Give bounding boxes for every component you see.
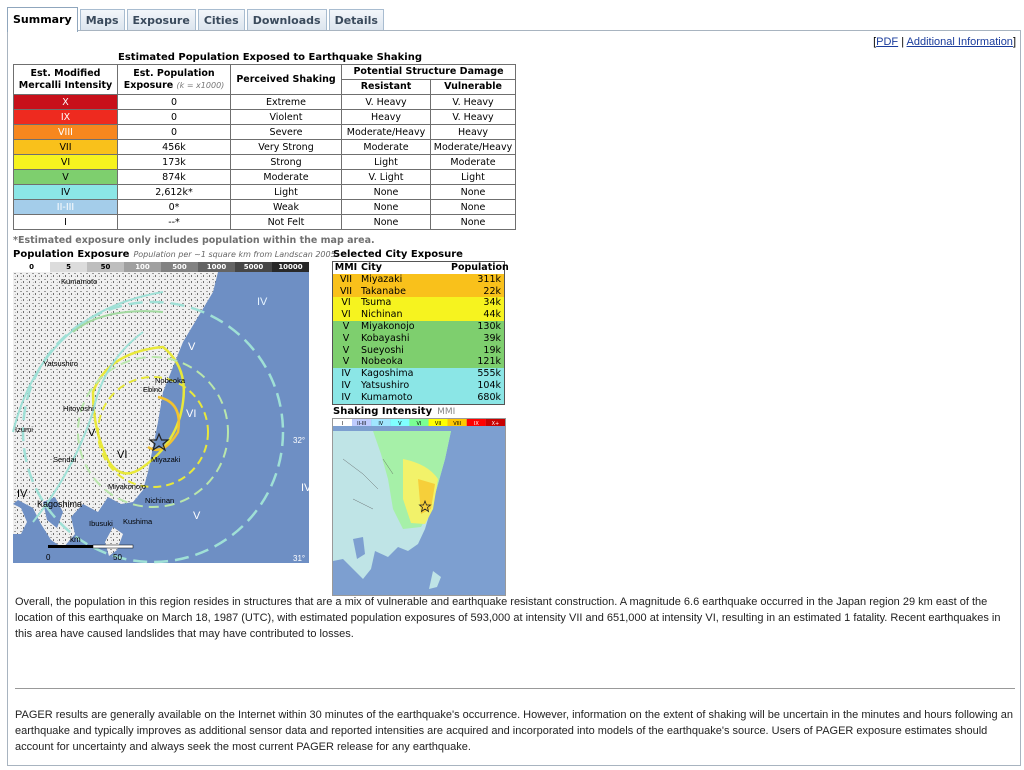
resistant-cell: V. Heavy — [342, 95, 431, 110]
city-row — [333, 380, 504, 392]
shaking-cell: Strong — [231, 155, 342, 170]
mmi-cell: VIII — [14, 125, 118, 140]
city-name: Kobayashi — [361, 332, 410, 344]
exposure-row — [14, 140, 516, 155]
shaking-cell: Light — [231, 185, 342, 200]
vulnerable-cell: None — [431, 215, 516, 230]
shaking-cell: Violent — [231, 110, 342, 125]
exposure-cell: 0 — [118, 125, 231, 140]
city-population: 19k — [483, 344, 501, 356]
tab-exposure[interactable]: Exposure — [127, 9, 196, 31]
tab-maps[interactable]: Maps — [80, 9, 125, 31]
tab-bar — [7, 7, 384, 31]
city-header-population: Population — [451, 262, 509, 273]
shaking-scale-label: VII — [434, 421, 442, 427]
city-population: 555k — [477, 368, 501, 380]
city-mmi: VII — [339, 285, 353, 297]
bracket-close: ] — [1012, 36, 1016, 48]
link-separator: | — [898, 36, 907, 48]
svg-text:Sendai: Sendai — [53, 455, 77, 464]
tab-cities[interactable]: Cities — [198, 9, 245, 31]
exposure-cell: 2,612k* — [118, 185, 231, 200]
exposure-cell: 0 — [118, 110, 231, 125]
svg-text:Kagoshima: Kagoshima — [37, 499, 83, 509]
top-links — [873, 36, 1016, 48]
shaking-cell: Severe — [231, 125, 342, 140]
shaking-scale-label: X+ — [491, 421, 500, 427]
mmi-cell: IV — [14, 185, 118, 200]
city-name: Kumamoto — [361, 391, 413, 403]
legend-swatch: 500 — [161, 262, 198, 272]
svg-text:IV: IV — [257, 296, 268, 308]
vulnerable-cell: Light — [431, 170, 516, 185]
svg-text:50: 50 — [113, 553, 122, 562]
exposure-row — [14, 185, 516, 200]
city-mmi: V — [342, 320, 350, 332]
city-exposure-title: Selected City Exposure — [333, 249, 463, 260]
vulnerable-cell: V. Heavy — [431, 110, 516, 125]
city-name: Nichinan — [361, 309, 403, 321]
city-population: 680k — [477, 391, 501, 403]
tab-summary[interactable]: Summary — [7, 7, 78, 32]
city-mmi: V — [342, 344, 350, 356]
svg-text:Ebino: Ebino — [143, 385, 163, 394]
resistant-cell: Heavy — [342, 110, 431, 125]
summary-paragraph: Overall, the population in this region resides in structures that are a mix of vulnerable and earthquake resistant construction. A magnitude 6.6 earthquake occurred in the Japan region 29 km east of the location of this earthquake on March 18, 1987 (UTC), with estimated population exposures of 593,000 at intensity VII and 651,000 at intensity VI, resulting in an estimated 1 fatality. Recent earthquakes in this area have caused landslides that may have contributed to losses. — [15, 596, 1001, 640]
svg-text:Ibusuki: Ibusuki — [89, 519, 113, 528]
header-damage: Potential Structure Damage — [342, 65, 516, 80]
city-header-mmi: MMI — [334, 262, 358, 273]
city-exposure-table — [332, 261, 509, 405]
vulnerable-cell: Moderate — [431, 155, 516, 170]
exposure-cell: 456k — [118, 140, 231, 155]
city-name: Takanabe — [361, 285, 406, 297]
shaking-cell: Weak — [231, 200, 342, 215]
header-resistant: Resistant — [342, 80, 431, 95]
city-mmi: IV — [341, 368, 351, 380]
vulnerable-cell: Moderate/Heavy — [431, 140, 516, 155]
exposure-row — [14, 155, 516, 170]
population-exposure-map[interactable] — [13, 272, 312, 563]
bracket-open: [ — [873, 36, 877, 48]
mmi-cell: II-III — [14, 200, 118, 215]
svg-text:Miyakonojo: Miyakonojo — [108, 482, 146, 491]
additional-info-link[interactable]: Additional Information — [906, 36, 1013, 48]
city-name: Miyazaki — [361, 273, 403, 285]
city-mmi: VII — [339, 273, 353, 285]
tab-downloads[interactable]: Downloads — [247, 9, 327, 31]
shaking-scale-label: IV — [378, 421, 384, 427]
mmi-cell: V — [14, 170, 118, 185]
svg-text:IV: IV — [301, 482, 312, 494]
svg-text:V: V — [188, 341, 196, 353]
mmi-cell: VI — [14, 155, 118, 170]
shaking-cell: Extreme — [231, 95, 342, 110]
legend-swatch: 5000 — [235, 262, 272, 272]
svg-text:IV: IV — [17, 488, 28, 500]
pdf-link[interactable]: PDF — [876, 36, 899, 48]
city-row — [333, 356, 504, 368]
resistant-cell: Light — [342, 155, 431, 170]
exposure-row — [14, 200, 516, 215]
city-row — [333, 392, 504, 404]
mmi-cell: I — [14, 215, 118, 230]
population-map-title: Population Exposure Population per ~1 square km from Landscan 2005 — [13, 249, 336, 260]
vulnerable-cell: V. Heavy — [431, 95, 516, 110]
city-row — [333, 309, 504, 321]
city-mmi: VI — [341, 297, 351, 309]
exposure-row — [14, 110, 516, 125]
exposure-cell: 874k — [118, 170, 231, 185]
shaking-cell: Moderate — [231, 170, 342, 185]
resistant-cell: None — [342, 215, 431, 230]
exposure-row — [14, 125, 516, 140]
legend-swatch: 100 — [124, 262, 161, 272]
city-header-city: City — [361, 262, 382, 273]
legend-swatch: 5 — [50, 262, 87, 272]
svg-text:V: V — [88, 427, 96, 439]
city-row — [333, 297, 504, 309]
exposure-table — [13, 64, 516, 230]
resistant-cell: None — [342, 200, 431, 215]
svg-text:VI: VI — [117, 449, 128, 461]
city-row — [333, 333, 504, 345]
header-population: Est. Population Exposure (k = x1000) — [118, 65, 231, 95]
exposure-table-title: Estimated Population Exposed to Earthquake Shaking — [118, 52, 423, 63]
vulnerable-cell: None — [431, 185, 516, 200]
mmi-cell: X — [14, 95, 118, 110]
svg-text:31°: 31° — [293, 554, 306, 563]
exposure-row — [14, 215, 516, 230]
shaking-scale-label: VI — [416, 421, 422, 427]
svg-text:Kumamoto: Kumamoto — [61, 277, 98, 286]
exposure-row — [14, 170, 516, 185]
header-vulnerable: Vulnerable — [431, 80, 516, 95]
city-population: 44k — [483, 309, 501, 321]
svg-text:32°: 32° — [293, 436, 306, 445]
population-legend — [13, 262, 309, 272]
shaking-map-unit: MMI — [437, 407, 456, 417]
city-row — [333, 286, 504, 298]
resistant-cell: None — [342, 185, 431, 200]
exposure-cell: 0 — [118, 95, 231, 110]
city-mmi: IV — [341, 391, 351, 403]
city-name: Kagoshima — [361, 368, 414, 380]
city-population: 104k — [477, 379, 501, 391]
svg-text:Nichinan: Nichinan — [145, 496, 175, 505]
svg-text:V: V — [193, 510, 201, 522]
city-population: 121k — [477, 356, 501, 368]
svg-text:Hitoyoshi: Hitoyoshi — [63, 404, 94, 413]
mmi-cell: IX — [14, 110, 118, 125]
city-name: Nobeoka — [361, 356, 403, 368]
shaking-cell: Not Felt — [231, 215, 342, 230]
legend-swatch: 0 — [13, 262, 50, 272]
shaking-scale-label: V — [398, 421, 402, 427]
header-mmi: Est. Modified Mercalli Intensity — [14, 65, 118, 95]
population-map-subtitle: Population per ~1 square km from Landscan 2005 — [133, 250, 336, 259]
city-population: 311k — [477, 273, 501, 285]
exposure-note: *Estimated exposure only includes population within the map area. — [13, 235, 375, 246]
exposure-cell: 173k — [118, 155, 231, 170]
shaking-scale-label: I — [341, 421, 344, 427]
city-population: 22k — [483, 285, 501, 297]
resistant-cell: V. Light — [342, 170, 431, 185]
shaking-scale-label: IX — [473, 421, 479, 427]
disclaimer-paragraph: PAGER results are generally available on the Internet within 30 minutes of the earthquake's occurrence. However, information on the extent of shaking will be uncertain in the minutes and hours following an earthquake and typically improves as additional sensor data and reported intensities are acquired and incorporated into models of the earthquake's source. Users of PAGER exposure estimates should account for uncertainty and always seek the most current PAGER release for any earthquake. — [15, 709, 1013, 753]
shaking-intensity-map[interactable] — [332, 418, 506, 596]
city-row — [333, 274, 504, 286]
city-mmi: V — [342, 356, 350, 368]
tab-details[interactable]: Details — [329, 9, 384, 31]
city-population: 130k — [477, 320, 501, 332]
vulnerable-cell: None — [431, 200, 516, 215]
vulnerable-cell: Heavy — [431, 125, 516, 140]
svg-text:Nobeoka: Nobeoka — [155, 376, 186, 385]
city-row — [333, 368, 504, 380]
legend-swatch: 10000 — [272, 262, 309, 272]
shaking-cell: Very Strong — [231, 140, 342, 155]
svg-text:Izumi: Izumi — [15, 425, 33, 434]
city-name: Tsuma — [361, 297, 392, 309]
resistant-cell: Moderate/Heavy — [342, 125, 431, 140]
city-mmi: IV — [341, 379, 351, 391]
exposure-row — [14, 95, 516, 110]
svg-text:VI: VI — [186, 408, 197, 420]
city-row — [333, 345, 504, 357]
city-name: Miyakonojo — [361, 320, 415, 332]
svg-text:Miyazaki: Miyazaki — [151, 455, 181, 464]
city-name: Yatsushiro — [361, 379, 410, 391]
city-population: 39k — [483, 332, 501, 344]
city-mmi: VI — [341, 309, 351, 321]
legend-swatch: 1000 — [198, 262, 235, 272]
shaking-map-title: Shaking Intensity MMI — [333, 406, 456, 417]
exposure-cell: 0* — [118, 200, 231, 215]
summary-panel — [7, 30, 1021, 766]
resistant-cell: Moderate — [342, 140, 431, 155]
svg-text:Kushima: Kushima — [123, 517, 153, 526]
shaking-scale-label: II-III — [357, 421, 367, 427]
svg-text:0: 0 — [46, 553, 51, 562]
section-divider — [15, 688, 1015, 689]
shaking-scale-label: VIII — [453, 421, 462, 427]
header-shaking: Perceived Shaking — [231, 65, 342, 95]
city-row — [333, 321, 504, 333]
svg-text:km: km — [70, 535, 81, 544]
city-table-header — [333, 262, 509, 274]
legend-swatch: 50 — [87, 262, 124, 272]
city-mmi: V — [342, 332, 350, 344]
city-population: 34k — [483, 297, 501, 309]
mmi-cell: VII — [14, 140, 118, 155]
exposure-cell: --* — [118, 215, 231, 230]
city-name: Sueyoshi — [361, 344, 404, 356]
svg-text:Yatsushiro: Yatsushiro — [43, 359, 78, 368]
